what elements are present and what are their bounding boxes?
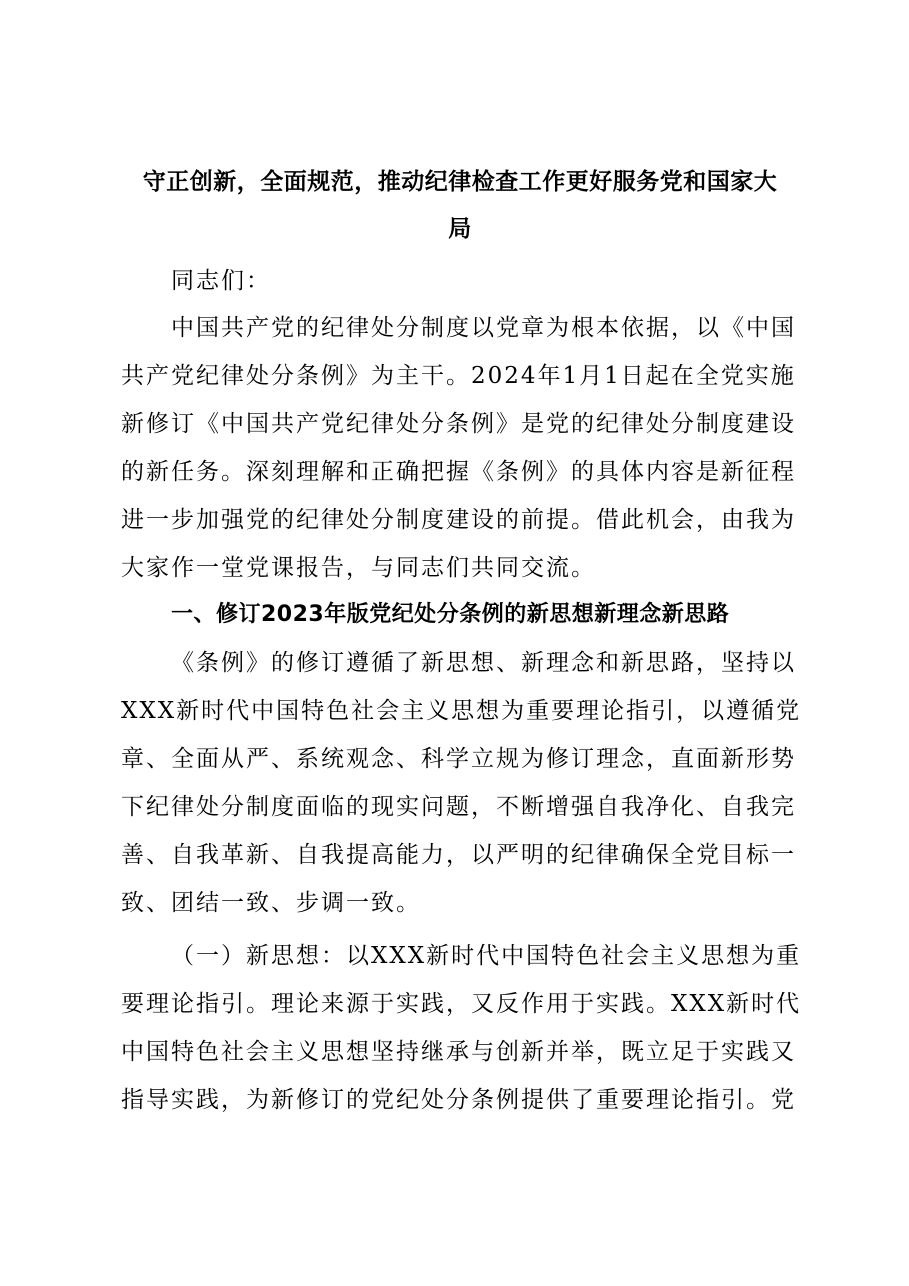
subsection-line: 指导实践，为新修订的党纪处分条例提供了重要理论指引。党 [121,1087,796,1113]
intro-line: 新修订《中国共产党纪律处分条例》是党的纪律处分制度建设 [121,411,796,437]
salutation: 同志们： [171,268,271,294]
subsection-line: 要理论指引。理论来源于实践，又反作用于实践。XXX新时代 [121,991,802,1017]
document-title-line-2: 局 [448,216,472,242]
document-title-line-1: 守正创新，全面规范，推动纪律检查工作更好服务党和国家大 [142,169,778,195]
section-line: 下纪律处分制度面临的现实问题，不断增强自我净化、自我完 [121,794,796,820]
intro-line: 进一步加强党的纪律处分制度建设的前提。借此机会，由我为 [121,507,796,533]
section-line: XXX新时代中国特色社会主义思想为重要理论指引，以遵循党 [121,698,802,724]
intro-line: 的新任务。深刻理解和正确把握《条例》的具体内容是新征程 [121,459,796,485]
section-line: 善、自我革新、自我提高能力，以严明的纪律确保全党目标一 [121,842,796,868]
section-line: 致、团结一致、步调一致。 [121,890,421,916]
intro-line: 中国共产党的纪律处分制度以党章为根本依据，以《中国 [171,315,796,341]
subsection-line: 中国特色社会主义思想坚持继承与创新并举，既立足于实践又 [121,1039,796,1065]
section-line: 章、全面从严、系统观念、科学立规为修订理念，直面新形势 [121,746,796,772]
section-line: 《条例》的修订遵循了新思想、新理念和新思路，坚持以 [171,650,796,676]
subsection-line: （一）新思想：以XXX新时代中国特色社会主义思想为重 [171,943,802,969]
intro-line: 大家作一堂党课报告，与同志们共同交流。 [121,555,596,581]
section-heading: 一、修订2023年版党纪处分条例的新思想新理念新思路 [171,602,730,627]
intro-line: 共产党纪律处分条例》为主干。2024年1月1日起在全党实施 [121,363,796,389]
